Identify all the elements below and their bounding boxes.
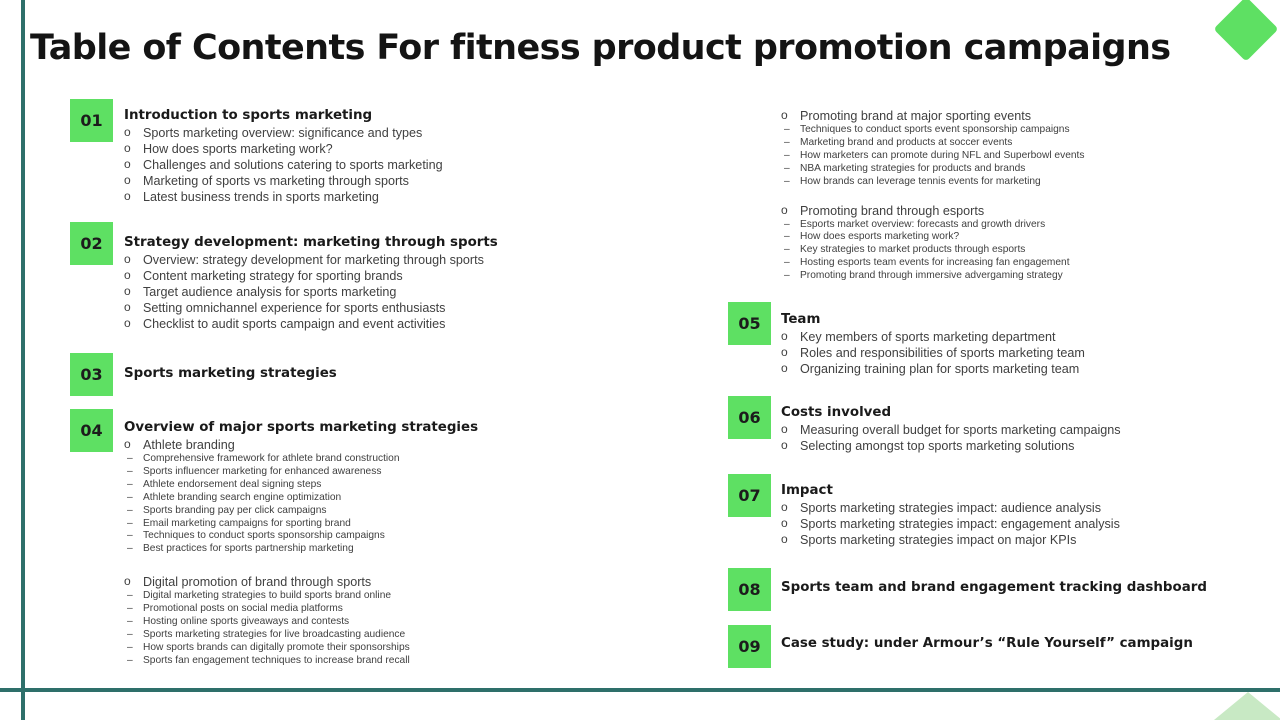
list-item: o Sports marketing overview: significance and types [124,125,443,141]
section-number-badge: 02 [70,222,113,265]
list-item-label: Promoting brand at major sporting events [800,109,1032,123]
corner-diamond-shape [1213,0,1278,62]
section-number-badge: 07 [728,474,771,517]
sub-item: – Hosting esports team events for increasing fan engagement [781,257,1084,270]
list-item-label: Digital promotion of brand through sports [143,575,372,590]
sub-item: – Sports influencer marketing for enhanced awareness [124,466,478,479]
page-title: Table of Contents For fitness product promotion campaigns [30,28,1171,68]
list-item: o Checklist to audit sports campaign and event activities [124,316,498,332]
sub-items [781,124,1084,189]
list-item: o Sports marketing strategies impact on major KPIs [781,532,1120,548]
section-number-badge: 06 [728,396,771,439]
section-heading: Introduction to sports marketing [124,108,373,123]
list-item: o Measuring overall budget for sports marketing campaigns [781,422,1121,438]
list-item-digital-promotion [124,574,478,590]
list-item: o Organizing training plan for sports marketing team [781,361,1085,377]
sub-item: – Sports branding pay per click campaigns [124,505,478,518]
section-heading: Impact [781,483,833,498]
left-frame-line [21,0,25,720]
section-body [124,234,498,332]
section-body [781,482,1120,548]
section-body [124,365,337,383]
list-item-label: Athlete branding [143,438,235,452]
sub-item: – How marketers can promote during NFL and Superbowl events [781,150,1084,163]
section-heading: Case study: under Armour’s “Rule Yourself” campaign [781,636,1193,651]
list-item-esports [781,203,1084,219]
sub-item: – NBA marketing strategies for products and brands [781,163,1084,176]
sub-item: – Sports fan engagement techniques to increase brand recall [124,655,478,668]
list-item: o Target audience analysis for sports marketing [124,284,498,300]
section-body [124,419,478,668]
list-item: o Key members of sports marketing department [781,329,1085,345]
sub-item: – Promotional posts on social media platforms [124,603,478,616]
sub-items [124,590,478,667]
sub-item: – Athlete branding search engine optimization [124,492,478,505]
sub-item: – How brands can leverage tennis events for marketing [781,176,1084,189]
section-heading: Costs involved [781,405,892,420]
section-items [124,574,478,590]
corner-triangle-shape [1214,692,1280,720]
section-04-continued [781,108,1084,283]
section-number-badge: 08 [728,568,771,611]
sub-item: – Esports market overview: forecasts and growth drivers [781,219,1084,232]
bottom-frame-line [0,688,1280,692]
section-heading: Sports team and brand engagement tracking dashboard [781,580,1207,595]
section-items [781,108,1084,124]
section-number-badge: 09 [728,625,771,668]
list-item: o Sports marketing strategies impact: audience analysis [781,500,1120,516]
list-item: o Content marketing strategy for sporting brands [124,268,498,284]
section-number-badge: 01 [70,99,113,142]
sub-item: – Comprehensive framework for athlete brand construction [124,453,478,466]
sub-item: – Marketing brand and products at soccer events [781,137,1084,150]
sub-item: – Hosting online sports giveaways and contests [124,616,478,629]
section-heading: Team [781,312,821,327]
sub-item: – Promoting brand through immersive advergaming strategy [781,270,1084,283]
list-item: o Sports marketing strategies impact: engagement analysis [781,516,1120,532]
sub-item: – Sports marketing strategies for live broadcasting audience [124,629,478,642]
section-body [781,635,1193,653]
list-item: o Latest business trends in sports marketing [124,189,443,205]
list-item-label: Promoting brand through esports [800,203,985,218]
section-body [781,404,1121,454]
section-heading: Sports marketing strategies [124,366,337,381]
section-items [781,422,1121,454]
sub-items [124,453,478,556]
section-body [781,579,1207,597]
list-item: o Setting omnichannel experience for sports enthusiasts [124,300,498,316]
section-items [124,125,443,205]
section-body [781,311,1085,377]
section-heading: Strategy development: marketing through sports [124,235,498,250]
sub-item: – Best practices for sports partnership marketing [124,543,478,556]
section-number-badge: 03 [70,353,113,396]
section-items [781,329,1085,377]
section-items [781,203,1084,219]
section-number-badge: 05 [728,302,771,345]
list-item: o Roles and responsibilities of sports marketing team [781,345,1085,361]
section-heading: Overview of major sports marketing strategies [124,420,479,435]
list-item: o How does sports marketing work? [124,141,443,157]
sub-item: – Email marketing campaigns for sporting brand [124,518,478,531]
sub-item: – Techniques to conduct sports sponsorship campaigns [124,530,478,543]
list-item: o Overview: strategy development for marketing through sports [124,252,498,268]
sub-items [781,219,1084,284]
sub-item: – How sports brands can digitally promote their sponsorships [124,642,478,655]
sub-item: – Techniques to conduct sports event sponsorship campaigns [781,124,1084,137]
list-item-athlete-branding [124,437,478,453]
list-item: o Challenges and solutions catering to sports marketing [124,157,443,173]
section-items [124,252,498,332]
section-items [124,437,478,453]
section-body [124,107,443,205]
list-item: o Marketing of sports vs marketing through sports [124,173,443,189]
sub-item: – Digital marketing strategies to build sports brand online [124,590,478,603]
sub-item: – Key strategies to market products through esports [781,244,1084,257]
section-number-badge: 04 [70,409,113,452]
list-item-sporting-events [781,108,1084,124]
sub-item: – Athlete endorsement deal signing steps [124,479,478,492]
list-item: o Selecting amongst top sports marketing solutions [781,438,1121,454]
sub-item: – How does esports marketing work? [781,231,1084,244]
section-items [781,500,1120,548]
